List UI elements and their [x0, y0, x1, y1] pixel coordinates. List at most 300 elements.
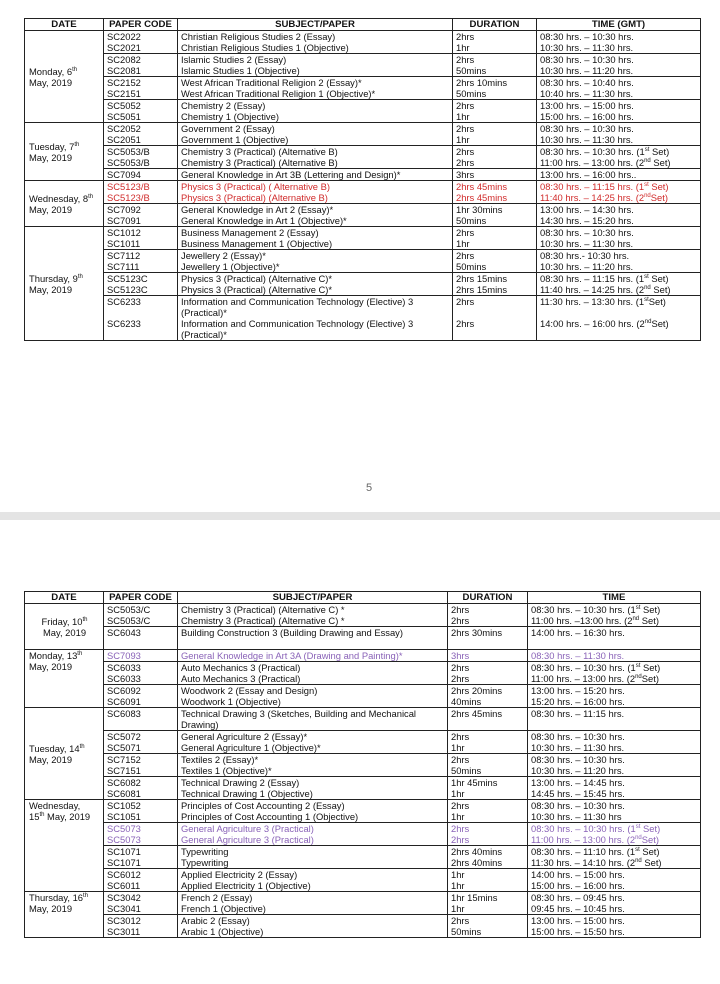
table-row — [25, 273, 701, 285]
duration: 2hrs — [448, 834, 528, 846]
subject: Arabic 1 (Objective) — [178, 926, 448, 938]
time-text: 09:45 hrs. – 10:45 hrs. — [531, 903, 625, 914]
duration: 1hr 45mins — [448, 777, 528, 789]
subject: Physics 3 (Practical) (Alternative C)* — [178, 284, 453, 296]
subject: Christian Religious Studies 2 (Essay) — [178, 31, 453, 43]
table-row — [25, 296, 701, 319]
paper-code: SC7093 — [104, 650, 178, 662]
table-row — [25, 731, 701, 743]
set-label: Set) — [640, 604, 661, 615]
header-time: TIME (GMT) — [537, 19, 701, 31]
time-text: 13:00 hrs. – 14:30 hrs. — [540, 204, 634, 215]
paper-code: SC5123/B — [104, 181, 178, 193]
time-slot — [528, 604, 701, 616]
table-row — [25, 157, 701, 169]
time-text: 13:00 hrs. – 15:20 hrs. — [531, 685, 625, 696]
time-slot — [537, 42, 701, 54]
table-row — [25, 650, 701, 662]
time-slot — [528, 880, 701, 892]
time-text: 11:40 hrs. – 14:25 hrs. (2 — [540, 284, 645, 295]
time-text: 10:30 hrs. – 11:30 hrs. — [531, 742, 625, 753]
duration: 2hrs — [453, 100, 537, 112]
exam-timetable-page-5 — [24, 18, 701, 341]
time-slot — [537, 146, 701, 158]
exam-timetable-page-6 — [24, 591, 701, 938]
time-text: 11:00 hrs. – 13:00 hrs. (2 — [531, 834, 636, 845]
subject: Arabic 2 (Essay) — [178, 915, 448, 927]
time-slot — [528, 892, 701, 904]
paper-code: SC6233 — [104, 296, 178, 319]
set-suffix: st — [644, 181, 649, 188]
header-row — [25, 19, 701, 31]
table-row — [25, 238, 701, 250]
date-month: May, 2019 — [29, 203, 73, 215]
table-row — [25, 754, 701, 766]
time-text: 11:30 hrs. – 14:10 hrs. (2 — [531, 857, 636, 868]
set-suffix: st — [635, 846, 640, 853]
subject: General Knowledge in Art 2 (Essay)* — [178, 204, 453, 216]
time-text: 10:30 hrs. – 11:20 hrs. — [540, 65, 634, 76]
set-suffix: nd — [632, 615, 640, 622]
set-label: Set) — [650, 284, 671, 295]
header-paper-code: PAPER CODE — [104, 592, 178, 604]
set-label: Set) — [648, 181, 669, 192]
time-text: 13:00 hrs. – 15:00 hrs. — [531, 915, 625, 926]
time-text: 10:30 hrs. – 11:30 hrs. — [540, 134, 634, 145]
time-text: 08:30 hrs. – 10:30 hrs. — [540, 54, 634, 65]
duration: 2hrs — [453, 296, 537, 319]
subject: West African Traditional Religion 2 (Essay)* — [178, 77, 453, 89]
date-month: May, 2019 — [29, 76, 73, 88]
time-text: 11:30 hrs. – 13:30 hrs. (1 — [540, 296, 645, 307]
paper-code: SC3011 — [104, 926, 178, 938]
paper-code: SC6033 — [104, 662, 178, 674]
table-row — [25, 181, 701, 193]
subject: General Knowledge in Art 1 (Objective)* — [178, 215, 453, 227]
time-text: 08:30 hrs. – 10:40 hrs. — [540, 77, 634, 88]
paper-code: SC5053/B — [104, 157, 178, 169]
table-row — [25, 250, 701, 262]
paper-code: SC1071 — [104, 857, 178, 869]
paper-code: SC3012 — [104, 915, 178, 927]
paper-code: SC7111 — [104, 261, 178, 273]
time-slot — [537, 88, 701, 100]
duration: 2hrs — [453, 31, 537, 43]
date-day: Wednesday, — [29, 800, 81, 811]
paper-code: SC1051 — [104, 811, 178, 823]
time-text: 08:30 hrs. – 10:30 hrs. (1 — [531, 662, 636, 673]
paper-code: SC7094 — [104, 169, 178, 181]
time-text: 08:30 hrs. – 10:30 hrs. — [540, 123, 634, 134]
paper-code: SC6092 — [104, 685, 178, 697]
table-row — [25, 708, 701, 731]
time-slot — [528, 788, 701, 800]
date-month: 15 — [29, 811, 40, 822]
paper-code: SC2021 — [104, 42, 178, 54]
duration: 1hr — [448, 903, 528, 915]
duration: 2hrs — [448, 615, 528, 627]
subject: Typewriting — [178, 857, 448, 869]
subject: Textiles 2 (Essay)* — [178, 754, 448, 766]
duration: 50mins — [453, 261, 537, 273]
duration: 2hrs — [453, 54, 537, 66]
time-text: 10:30 hrs. – 11:30 hrs. — [540, 42, 634, 53]
duration: 1hr — [453, 111, 537, 123]
set-label: Set) — [648, 273, 669, 284]
duration: 2hrs 20mins — [448, 685, 528, 697]
set-suffix: nd — [644, 192, 651, 199]
date-cell — [25, 181, 104, 227]
table-row — [25, 88, 701, 100]
time-text: 08:30 hrs. – 10:30 hrs. — [531, 800, 625, 811]
table-row — [25, 261, 701, 273]
subject: French 1 (Objective) — [178, 903, 448, 915]
time-slot — [537, 181, 701, 193]
table-row — [25, 777, 701, 789]
time-slot — [537, 227, 701, 239]
duration: 1hr — [448, 788, 528, 800]
header-time: TIME — [528, 592, 701, 604]
time-slot — [537, 273, 701, 285]
table-row — [25, 892, 701, 904]
paper-code: SC6043 — [104, 627, 178, 650]
subject: Technical Drawing 3 (Sketches, Building and Mechanical Drawing) — [178, 708, 448, 731]
subject: Woodwork 1 (Objective) — [178, 696, 448, 708]
date-suffix: th — [72, 66, 78, 73]
timetable-page-6 — [0, 520, 720, 984]
time-text: 08:30 hrs. – 10:30 hrs. — [540, 31, 634, 42]
time-slot — [537, 123, 701, 135]
subject: Business Management 1 (Objective) — [178, 238, 453, 250]
time-slot — [528, 765, 701, 777]
table-row — [25, 662, 701, 674]
time-slot — [528, 696, 701, 708]
table-row — [25, 42, 701, 54]
header-duration: DURATION — [453, 19, 537, 31]
time-text: 10:40 hrs. – 11:30 hrs. — [540, 88, 634, 99]
paper-code: SC5123C — [104, 273, 178, 285]
paper-code: SC1071 — [104, 846, 178, 858]
duration: 1hr — [453, 134, 537, 146]
time-slot — [528, 926, 701, 938]
table-row — [25, 318, 701, 341]
duration: 2hrs 15mins — [453, 284, 537, 296]
date-day: Tuesday, 14 — [29, 742, 80, 754]
subject: Christian Religious Studies 1 (Objective) — [178, 42, 453, 54]
date-suffix: th — [74, 141, 80, 148]
duration: 2hrs 10mins — [453, 77, 537, 89]
time-text: 08:30 hrs. – 10:30 hrs. — [531, 731, 625, 742]
date-cell — [25, 31, 104, 123]
duration: 1hr 15mins — [448, 892, 528, 904]
table-row — [25, 627, 701, 650]
time-text: 11:00 hrs. – 13:00 hrs. (2 — [540, 157, 645, 168]
time-slot — [537, 54, 701, 66]
time-text: 15:00 hrs. – 16:00 hrs. — [531, 880, 625, 891]
table-row — [25, 915, 701, 927]
subject: Chemistry 3 (Practical) (Alternative C) * — [178, 615, 448, 627]
table-row — [25, 800, 701, 812]
set-suffix: st — [635, 662, 641, 669]
time-text: 14:00 hrs. – 16:00 hrs. (2 — [540, 318, 645, 329]
header-date: DATE — [25, 592, 104, 604]
time-slot — [537, 111, 701, 123]
date-day: Thursday, 16 — [29, 892, 84, 903]
time-slot — [537, 296, 701, 319]
header-paper-code: PAPER CODE — [104, 19, 178, 31]
date-cell — [25, 650, 104, 708]
date-month: May, 2019 — [29, 283, 73, 295]
subject: Auto Mechanics 3 (Practical) — [178, 662, 448, 674]
date-suffix: th — [83, 892, 89, 899]
duration: 2hrs — [453, 227, 537, 239]
subject: West African Traditional Religion 1 (Objective)* — [178, 88, 453, 100]
subject: General Knowledge in Art 3B (Lettering and Design)* — [178, 169, 453, 181]
subject: Islamic Studies 2 (Essay) — [178, 54, 453, 66]
set-label: Set) — [650, 157, 671, 168]
subject: Physics 3 (Practical) (Alternative C)* — [178, 273, 453, 285]
paper-code: SC1052 — [104, 800, 178, 812]
duration: 2hrs — [448, 823, 528, 835]
subject: Principles of Cost Accounting 1 (Objective) — [178, 811, 448, 823]
duration: 2hrs — [453, 157, 537, 169]
table-row — [25, 111, 701, 123]
paper-code: SC3042 — [104, 892, 178, 904]
table-row — [25, 846, 701, 858]
table-row — [25, 869, 701, 881]
subject: Business Management 2 (Essay) — [178, 227, 453, 239]
subject: Woodwork 2 (Essay and Design) — [178, 685, 448, 697]
time-text: 13:00 hrs. – 14:45 hrs. — [531, 777, 625, 788]
header-subject: SUBJECT/PAPER — [178, 19, 453, 31]
duration: 50mins — [448, 926, 528, 938]
time-slot — [528, 823, 701, 835]
time-slot — [537, 261, 701, 273]
set-suffix: st — [644, 273, 649, 280]
time-slot — [537, 77, 701, 89]
time-text: 10:30 hrs. – 11:30 hrs. — [540, 238, 634, 249]
set-label: Set) — [650, 192, 668, 203]
time-slot — [537, 250, 701, 262]
set-label: Set) — [639, 846, 660, 857]
paper-code: SC7092 — [104, 204, 178, 216]
set-label: Set) — [639, 615, 659, 626]
subject: Technical Drawing 2 (Essay) — [178, 777, 448, 789]
paper-code: SC5053/C — [104, 615, 178, 627]
subject: Auto Mechanics 3 (Practical) — [178, 673, 448, 685]
set-suffix: nd — [635, 834, 642, 841]
paper-code: SC5073 — [104, 823, 178, 835]
date-day: Friday, 10 — [41, 615, 83, 627]
table-row — [25, 834, 701, 846]
time-slot — [528, 915, 701, 927]
paper-code: SC2081 — [104, 65, 178, 77]
set-label: Set) — [640, 823, 661, 834]
time-slot — [528, 754, 701, 766]
time-slot — [528, 834, 701, 846]
paper-code: SC1011 — [104, 238, 178, 250]
time-slot — [528, 869, 701, 881]
paper-code: SC6081 — [104, 788, 178, 800]
time-slot — [528, 708, 701, 731]
subject: French 2 (Essay) — [178, 892, 448, 904]
time-text: 11:00 hrs. –13:00 hrs. (2 — [531, 615, 633, 626]
date-month: May, 2019 — [29, 903, 73, 914]
paper-code: SC6012 — [104, 869, 178, 881]
table-row — [25, 765, 701, 777]
date-cell — [25, 604, 104, 650]
duration: 2hrs 45mins — [453, 192, 537, 204]
paper-code: SC6083 — [104, 708, 178, 731]
duration: 1hr — [448, 869, 528, 881]
date-cell — [25, 708, 104, 800]
paper-code: SC5073 — [104, 834, 178, 846]
time-text: 10:30 hrs. – 11:20 hrs. — [540, 261, 634, 272]
table-row — [25, 54, 701, 66]
time-text: 08:30 hrs. – 10:30 hrs. (1 — [540, 146, 645, 157]
subject: Applied Electricity 1 (Objective) — [178, 880, 448, 892]
time-slot — [528, 615, 701, 627]
duration: 2hrs — [453, 123, 537, 135]
table-row — [25, 673, 701, 685]
set-suffix: st — [635, 823, 641, 830]
duration: 3hrs — [448, 650, 528, 662]
subject: Principles of Cost Accounting 2 (Essay) — [178, 800, 448, 812]
paper-code: SC2022 — [104, 31, 178, 43]
paper-code: SC5071 — [104, 742, 178, 754]
duration: 1hr — [448, 811, 528, 823]
duration: 50mins — [453, 88, 537, 100]
time-slot — [537, 134, 701, 146]
duration: 50mins — [448, 765, 528, 777]
date-day: Monday, 13 — [29, 650, 78, 661]
subject: Chemistry 3 (Practical) (Alternative C) * — [178, 604, 448, 616]
paper-code: SC6233 — [104, 318, 178, 341]
subject: General Knowledge in Art 3A (Drawing and Painting)* — [178, 650, 448, 662]
time-text: 14:00 hrs. – 15:00 hrs. — [531, 869, 625, 880]
time-slot — [537, 157, 701, 169]
subject: Textiles 1 (Objective)* — [178, 765, 448, 777]
duration: 1hr — [453, 42, 537, 54]
duration: 2hrs — [448, 662, 528, 674]
paper-code: SC6011 — [104, 880, 178, 892]
date-cell — [25, 123, 104, 181]
time-text: 08:30 hrs. – 11:15 hrs. (1 — [540, 273, 645, 284]
header-subject: SUBJECT/PAPER — [178, 592, 448, 604]
table-row — [25, 811, 701, 823]
date-day: Thursday, 9 — [29, 272, 78, 284]
paper-code: SC2051 — [104, 134, 178, 146]
set-suffix: st — [644, 296, 649, 303]
table-row — [25, 604, 701, 616]
table-row — [25, 880, 701, 892]
duration: 2hrs — [448, 604, 528, 616]
time-slot — [537, 31, 701, 43]
header-row — [25, 592, 701, 604]
subject: General Agriculture 3 (Practical) — [178, 834, 448, 846]
time-slot — [537, 284, 701, 296]
time-slot — [537, 192, 701, 204]
table-row — [25, 284, 701, 296]
duration: 50mins — [453, 65, 537, 77]
paper-code: SC1012 — [104, 227, 178, 239]
paper-code: SC7112 — [104, 250, 178, 262]
date-month: May, 2019 — [42, 626, 87, 638]
table-row — [25, 77, 701, 89]
set-label: Set) — [648, 296, 666, 307]
header-duration: DURATION — [448, 592, 528, 604]
subject: Information and Communication Technology (Elective) 3 (Practical)* — [178, 318, 453, 341]
time-slot — [537, 65, 701, 77]
time-slot — [528, 627, 701, 650]
paper-code: SC7152 — [104, 754, 178, 766]
time-text: 11:00 hrs. – 13:00 hrs. (2 — [531, 673, 636, 684]
subject: Chemistry 3 (Practical) (Alternative B) — [178, 146, 453, 158]
duration: 2hrs — [448, 800, 528, 812]
time-text: 14:30 hrs. – 15:20 hrs. — [540, 215, 634, 226]
duration: 2hrs 30mins — [448, 627, 528, 650]
time-text: 15:00 hrs. – 15:50 hrs. — [531, 926, 625, 937]
subject: Jewellery 1 (Objective)* — [178, 261, 453, 273]
duration: 2hrs 40mins — [448, 846, 528, 858]
subject: Applied Electricity 2 (Essay) — [178, 869, 448, 881]
duration: 2hrs — [448, 673, 528, 685]
table-row — [25, 696, 701, 708]
duration: 2hrs — [453, 318, 537, 341]
set-label: Set) — [641, 673, 659, 684]
date-month: May, 2019 — [29, 753, 73, 765]
date-cell — [25, 227, 104, 341]
time-slot — [537, 215, 701, 227]
subject: Jewellery 2 (Essay)* — [178, 250, 453, 262]
duration: 1hr — [453, 238, 537, 250]
table-row — [25, 788, 701, 800]
time-text: 10:30 hrs. – 11:20 hrs. — [531, 765, 625, 776]
time-text: 08:30 hrs. – 10:30 hrs. — [531, 754, 625, 765]
time-text: 08:30 hrs. – 09:45 hrs. — [531, 892, 625, 903]
paper-code: SC6033 — [104, 673, 178, 685]
subject: Physics 3 (Practical) (Alternative B) — [178, 192, 453, 204]
paper-code: SC6082 — [104, 777, 178, 789]
time-slot — [537, 204, 701, 216]
table-row — [25, 134, 701, 146]
subject: General Agriculture 1 (Objective)* — [178, 742, 448, 754]
duration: 1hr — [448, 880, 528, 892]
table-row — [25, 685, 701, 697]
subject: General Agriculture 2 (Essay)* — [178, 731, 448, 743]
paper-code: SC5053/C — [104, 604, 178, 616]
time-text: 15:20 hrs. – 16:00 hrs. — [531, 696, 625, 707]
time-slot — [528, 742, 701, 754]
time-slot — [528, 846, 701, 858]
set-suffix: nd — [644, 284, 651, 291]
duration: 2hrs — [453, 146, 537, 158]
paper-code: SC2082 — [104, 54, 178, 66]
table-row — [25, 169, 701, 181]
table-row — [25, 204, 701, 216]
subject: Information and Communication Technology (Elective) 3 (Practical)* — [178, 296, 453, 319]
subject: Technical Drawing 1 (Objective) — [178, 788, 448, 800]
paper-code: SC5072 — [104, 731, 178, 743]
set-suffix: nd — [635, 673, 642, 680]
time-slot — [528, 800, 701, 812]
time-slot — [537, 169, 701, 181]
set-suffix: st — [635, 604, 641, 611]
table-row — [25, 123, 701, 135]
paper-code: SC2052 — [104, 123, 178, 135]
date-month: May, 2019 — [29, 151, 73, 163]
table-row — [25, 926, 701, 938]
